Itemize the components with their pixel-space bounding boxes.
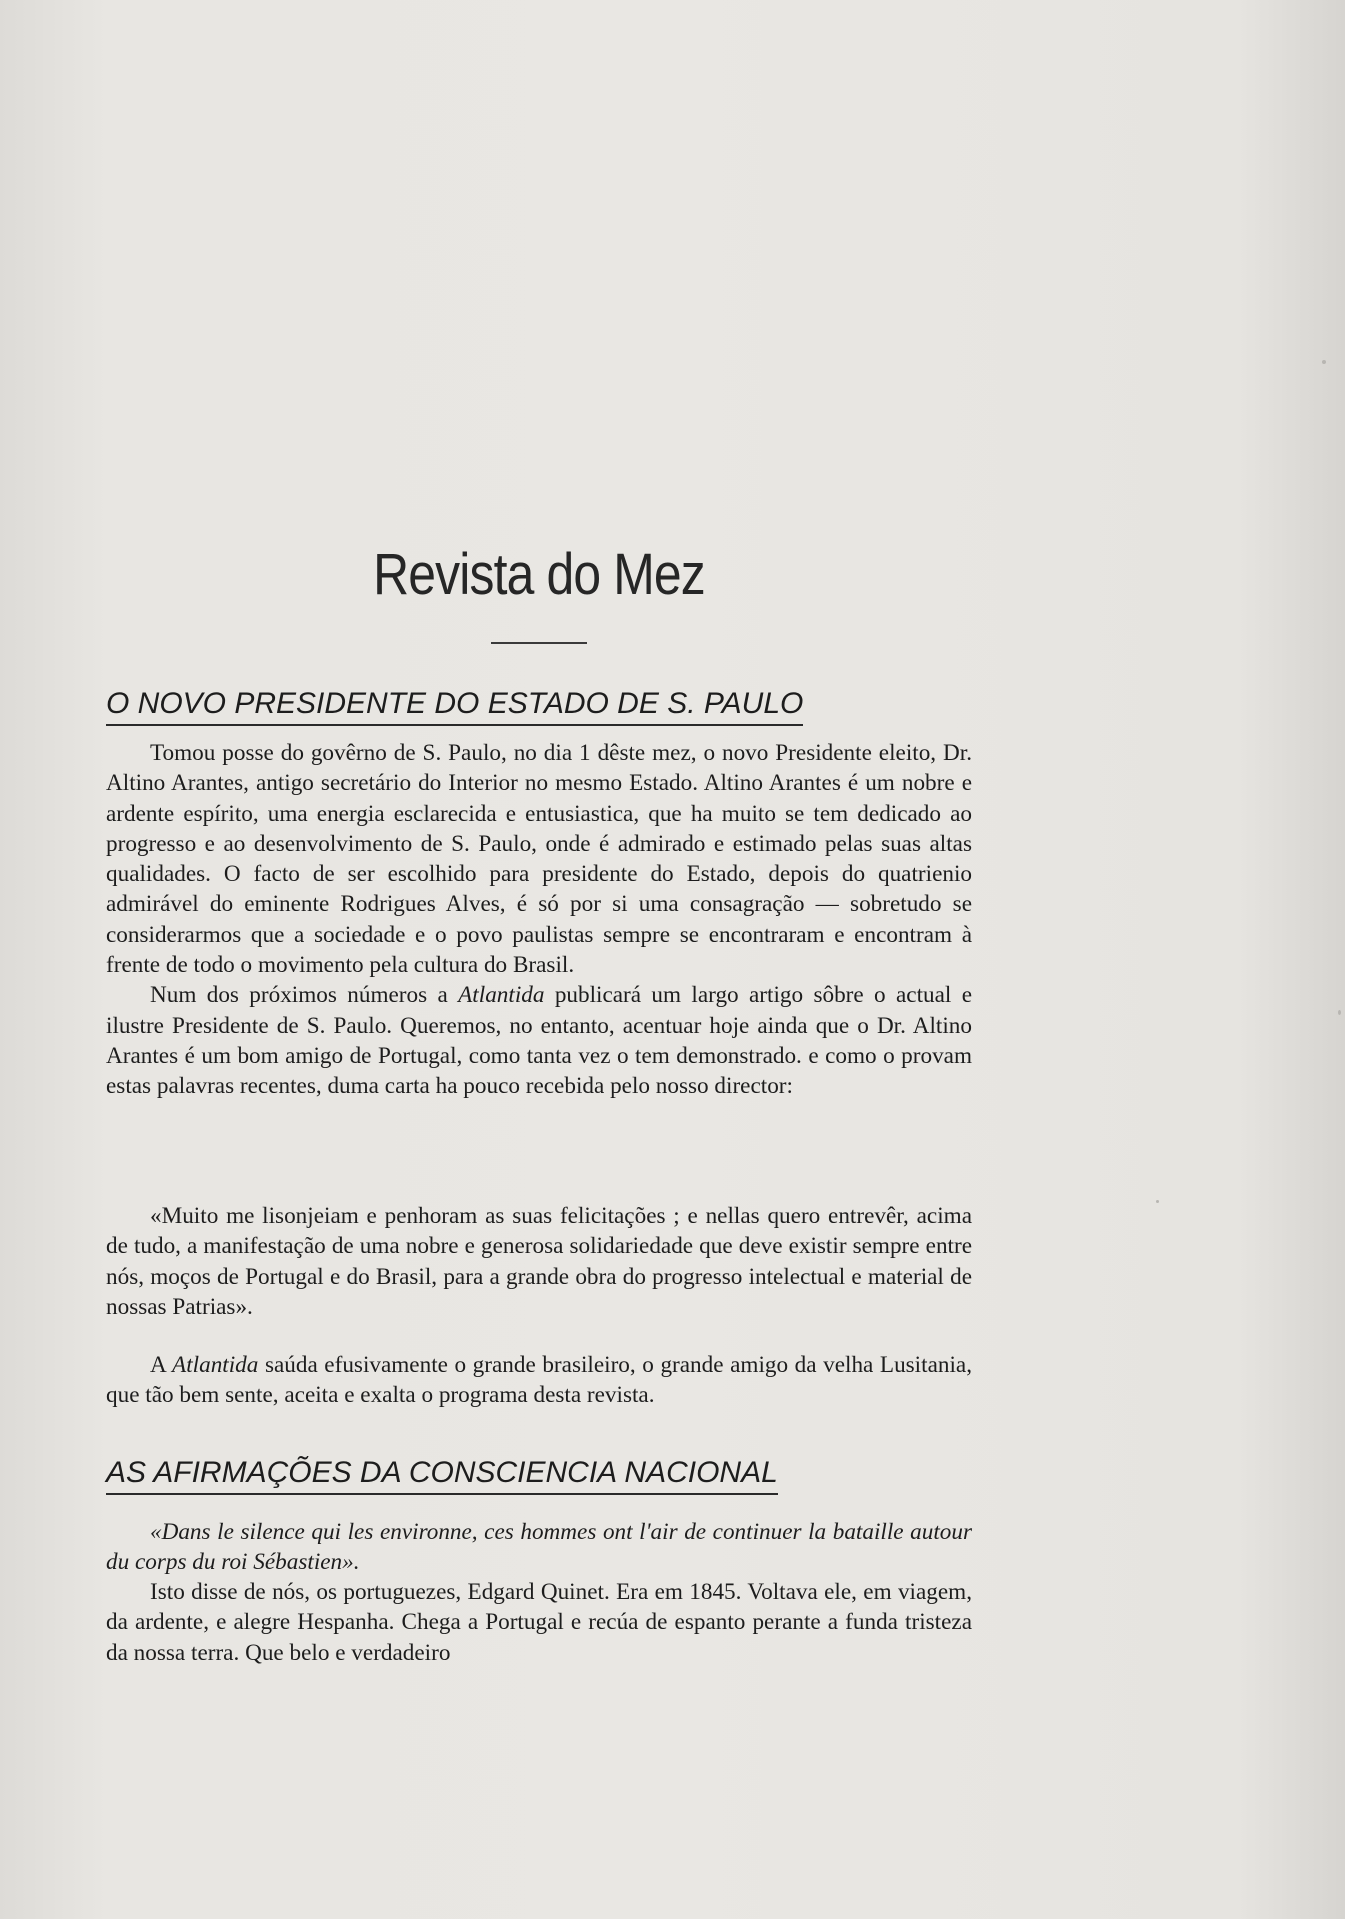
- section1-closing: A Atlantida saúda efusivamente o grande brasileiro, o grande amigo da velha Lusitania, que tão bem sente, aceita e exalta o programa desta revista.: [106, 1352, 972, 1409]
- masthead-title: Revista do Mez: [373, 542, 705, 607]
- section1-quote-block: [106, 1201, 972, 1322]
- section2-quote-block: [106, 1517, 972, 1578]
- section2-body: [106, 1577, 972, 1668]
- section1-quote: «Muito me lisonjeiam e penhoram as suas felicitações ; e nellas quero entrevêr, acima de tudo, a manifestação de uma nobre e generosa solidariedade que deve existir sempre entre nós, moços de Portugal e do Brasil, para a grande obra do progresso intelectual e material de nossas Patrias».: [106, 1203, 972, 1320]
- section1-body: [106, 738, 972, 1102]
- section1-paragraph-1: Tomou posse do govêrno de S. Paulo, no dia 1 dêste mez, o novo Presidente eleito, Dr. Altino Arantes, antigo secretário do Interior no mesmo Estado. Altino Arantes é um nobre e ardente espírito, uma energia esclarecida e entusiastica, que ha muito se tem dedicado ao progresso e ao desenvolvimento de S. Paulo, onde é admirado e estimado pelas suas altas qualidades. O facto de ser escolhido para presidente do Estado, depois do quatrienio admirável do eminente Rodrigues Alves, é só por si uma consagração — sobretudo se considerarmos que a sociedade e o povo paulistas sempre se encontraram e encontram à frente de todo o movimento pela cultura do Brasil.: [106, 740, 972, 979]
- journal-name: Atlantida: [458, 982, 545, 1009]
- section2-quote: «Dans le silence qui les environne, ces hommes ont l'air de continuer la bataille autour du corps du roi Sébastien».: [106, 1519, 972, 1576]
- section2-paragraph-1: Isto disse de nós, os portuguezes, Edgard Quinet. Era em 1845. Voltava ele, em viagem, da ardente, e alegre Hespanha. Chega a Portugal e recúa de espanto perante a funda tristeza da nossa terra. Que belo e verdadeiro: [106, 1579, 972, 1666]
- section2-heading: AS AFIRMAÇÕES DA CONSCIENCIA NACIONAL: [106, 1455, 778, 1495]
- journal-name: Atlantida: [172, 1352, 259, 1378]
- paper-speck: [1156, 1200, 1159, 1203]
- section1-paragraph-2: Num dos próximos números a Atlantida publicará um largo artigo sôbre o actual e ilustre Presidente de S. Paulo. Queremos, no entanto, acentuar hoje ainda que o Dr. Altino Arantes é um bom amigo de Portugal, como tanta vez o tem demonstrado. e como o provam estas palavras recentes, duma carta ha pouco recebida pelo nosso director:: [106, 982, 972, 1100]
- section1-closing-block: [106, 1350, 972, 1411]
- paper-speck: [1338, 1010, 1341, 1015]
- masthead-rule: [491, 642, 587, 644]
- section1-heading: O NOVO PRESIDENTE DO ESTADO DE S. PAULO: [106, 686, 803, 726]
- paper-speck: [1322, 360, 1326, 364]
